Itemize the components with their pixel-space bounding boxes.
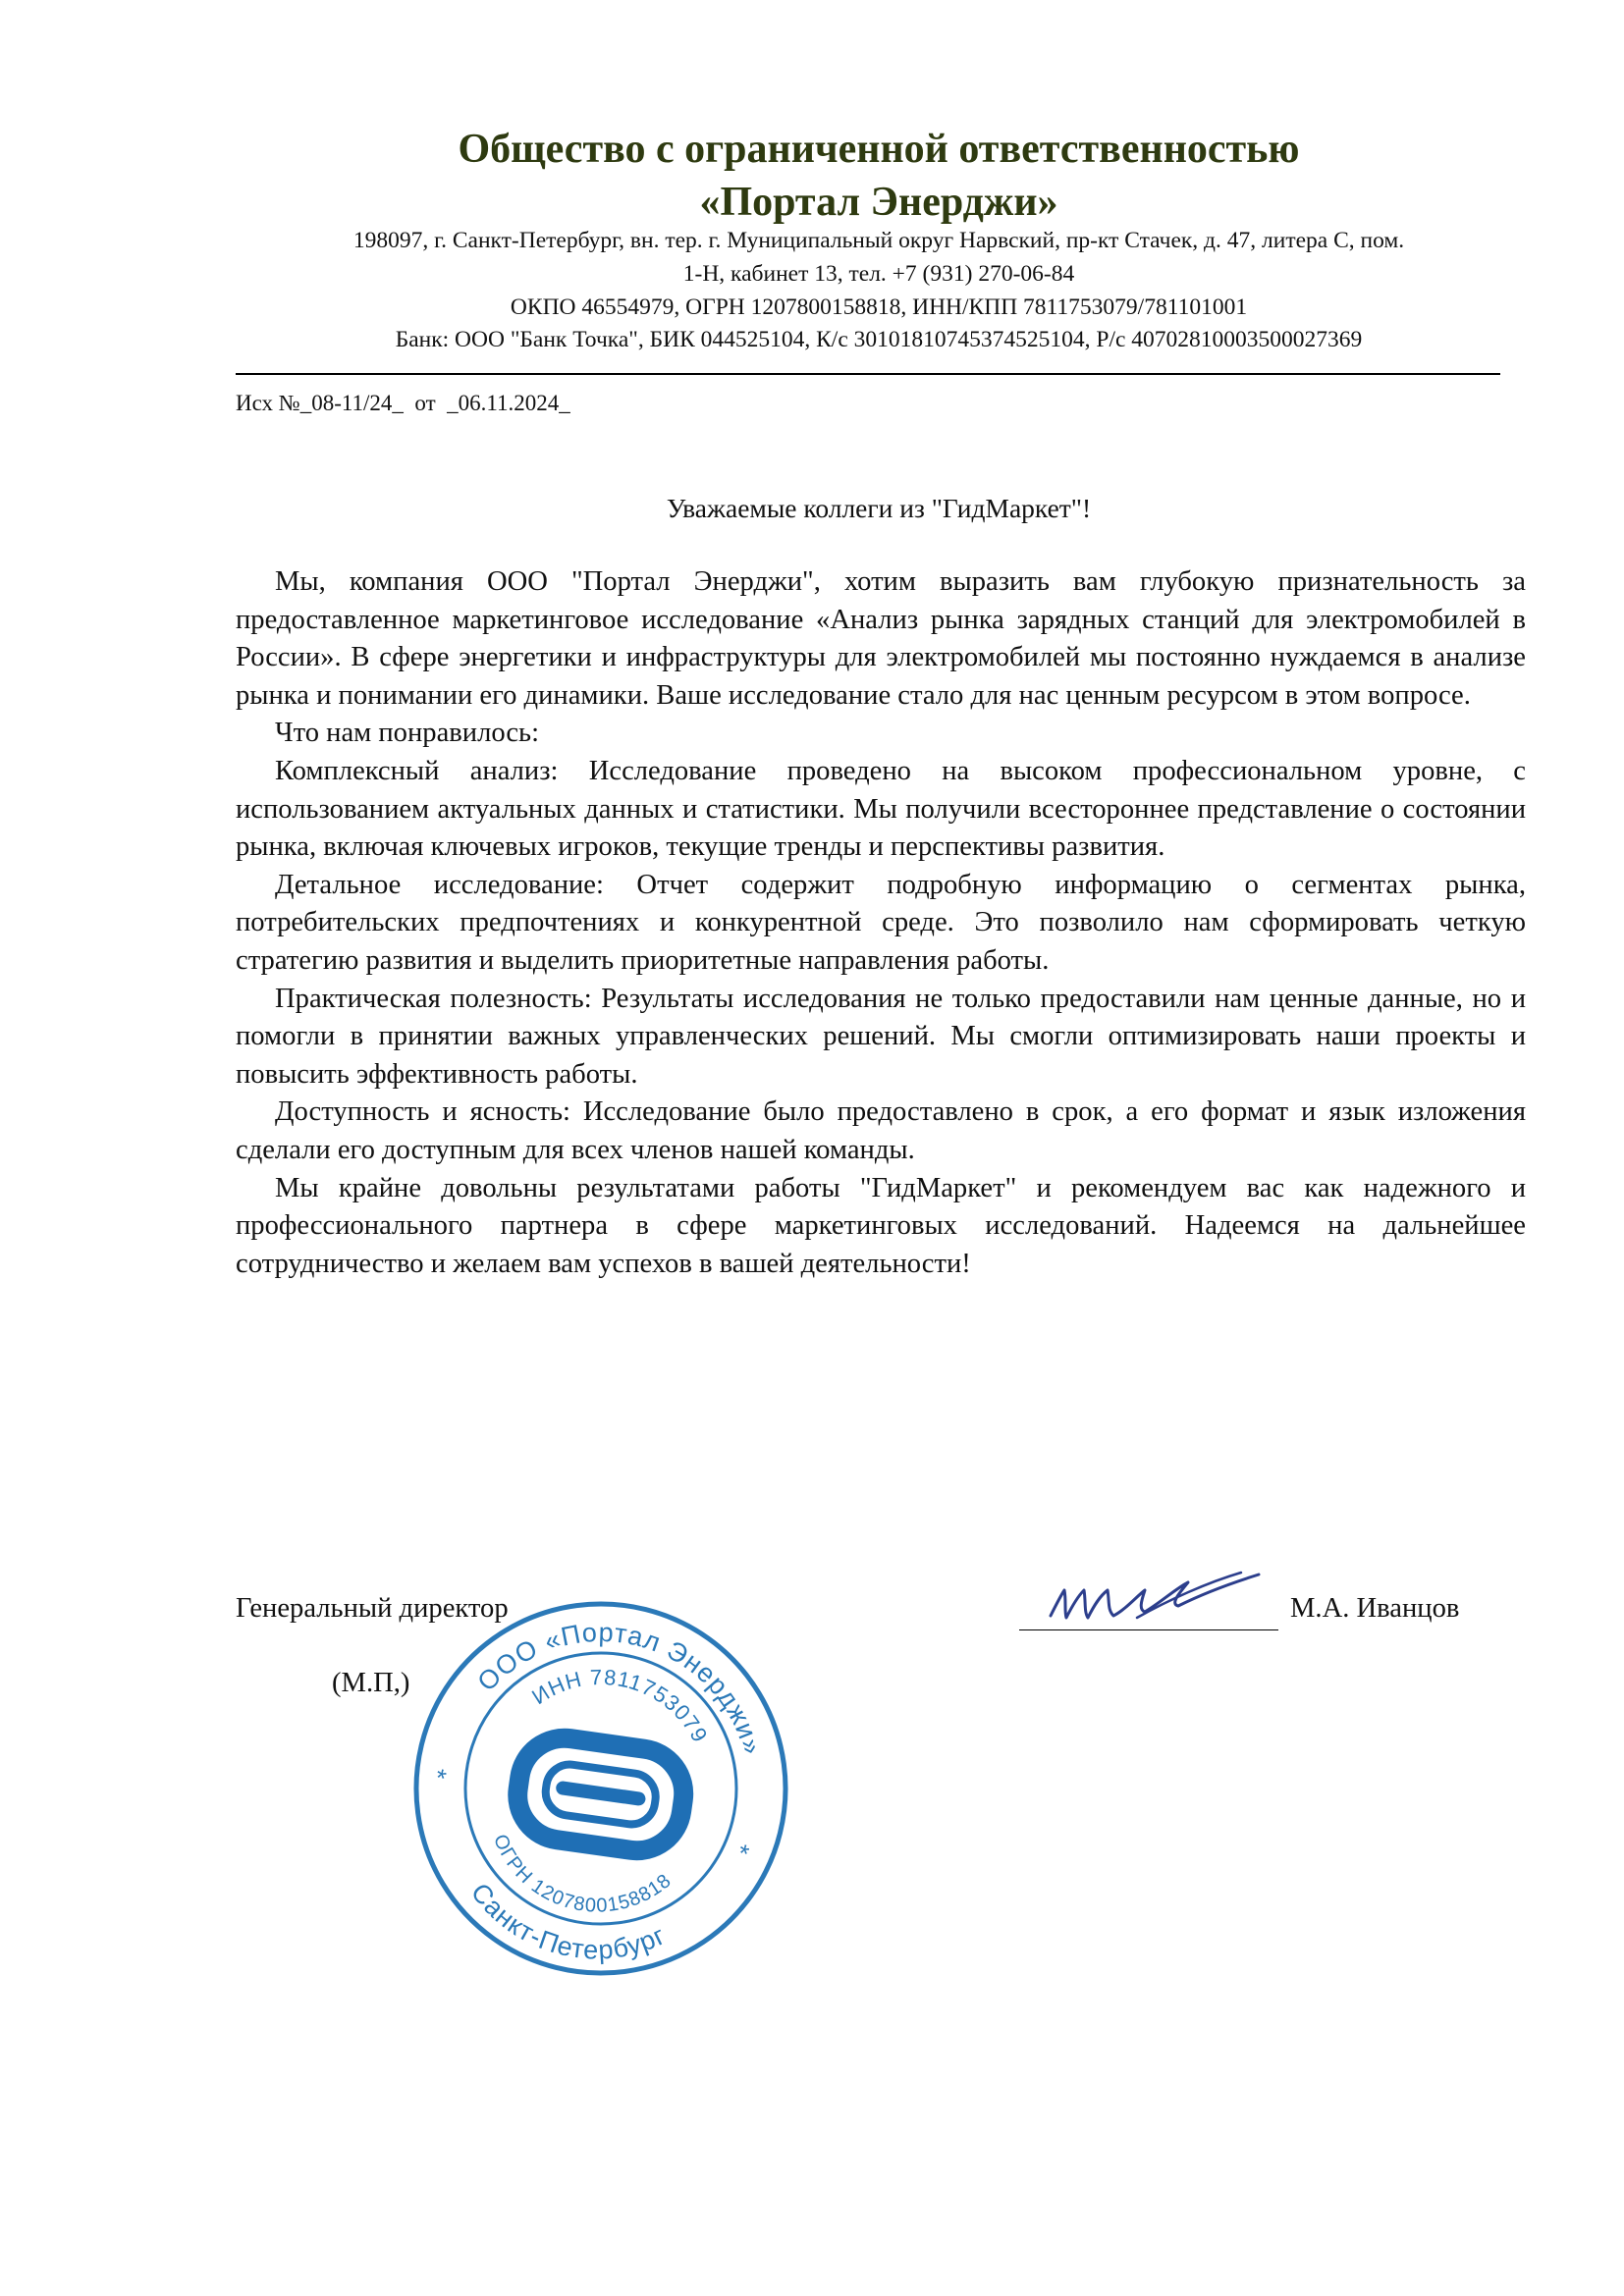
letter-body bbox=[236, 563, 1526, 1283]
company-stamp bbox=[408, 1596, 793, 1981]
paragraph-detailed-research: Детальное исследование: Отчет содержит подробную информацию о сегментах рынка, потребительских предпочтениях и конкурентной среде. Это позволило нам сформировать четкую стратегию развития и выделить приоритетные направления работы. bbox=[236, 869, 1526, 976]
company-title-line1: Общество с ограниченной ответственностью bbox=[458, 127, 1300, 172]
requisites-bank: Банк: ООО "Банк Точка", БИК 044525104, К/с 30101810745374525104, Р/с 40702810003500027369 bbox=[395, 327, 1363, 352]
stamp-logo-icon bbox=[512, 1733, 689, 1856]
stamp-company-name: ООО «Портал Энерджи» bbox=[471, 1617, 768, 1759]
seal-placeholder-label: (М.П,) bbox=[332, 1668, 410, 1698]
salutation: Уважаемые коллеги из "ГидМаркет"! bbox=[666, 493, 1092, 523]
paragraph-comprehensive-analysis: Комплексный анализ: Исследование проведено на высоком профессиональном уровне, с использованием актуальных данных и статистики. Мы получили всестороннее представление о состоянии рынка, включая ключевых игроков, текущие тренды и перспективы развития. bbox=[236, 755, 1526, 863]
stamp-star-right: * bbox=[734, 1838, 752, 1869]
header-divider bbox=[236, 373, 1500, 375]
signer-position: Генеральный директор bbox=[236, 1593, 509, 1624]
requisites-address-line1: 198097, г. Санкт-Петербург, вн. тер. г. Муниципальный округ Нарвский, пр-кт Стачек, д. 47, литера С, пом. bbox=[352, 228, 1405, 253]
paragraph-conclusion: Мы крайне довольны результатами работы "ГидМаркет" и рекомендуем вас как надежного и профессионального партнера в сфере маркетинговых исследований. Надеемся на дальнейшее сотрудничество и желаем вам успехов в вашей деятельности! bbox=[236, 1172, 1526, 1279]
stamp-star-left: * bbox=[432, 1762, 450, 1793]
paragraph-accessibility: Доступность и ясность: Исследование было предоставлено в срок, а его формат и язык изложения сделали его доступным для всех членов нашей команды. bbox=[236, 1096, 1526, 1165]
paragraph-liked-heading: Что нам понравилось: bbox=[275, 718, 540, 749]
paragraph-practical-usefulness: Практическая полезность: Результаты исследования не только предоставили нам ценные данные, но и помогли в принятии важных управленческих решений. Мы смогли оптимизировать наши проекты и повысить эффективность работы. bbox=[236, 983, 1526, 1090]
paragraph-intro: Мы, компания ООО "Портал Энерджи", хотим выразить вам глубокую признательность за предоставленное маркетинговое исследование «Анализ рынка зарядных станций для электромобилей в России». В сфере энергетики и инфраструктуры для электромобилей мы постоянно нуждаемся в анализе рынка и понимании его динамики. Ваше исследование стало для нас ценным ресурсом в этом вопросе. bbox=[236, 566, 1526, 711]
stamp-city: Санкт-Петербург bbox=[464, 1877, 671, 1965]
signer-name: М.А. Иванцов bbox=[1290, 1593, 1460, 1624]
handwritten-signature bbox=[1031, 1561, 1267, 1639]
requisites-codes: ОКПО 46554979, ОГРН 1207800158818, ИНН/КПП 7811753079/781101001 bbox=[510, 294, 1248, 320]
stamp-inn: ИНН 7811753079 bbox=[527, 1664, 713, 1747]
outgoing-number: Исх №_08-11/24_ от _06.11.2024_ bbox=[236, 391, 570, 415]
stamp-ogrn: ОГРН 1207800158818 bbox=[488, 1831, 677, 1917]
company-title-line2: «Портал Энерджи» bbox=[699, 180, 1058, 225]
requisites-address-line2: 1-Н, кабинет 13, тел. +7 (931) 270-06-84 bbox=[682, 261, 1075, 287]
